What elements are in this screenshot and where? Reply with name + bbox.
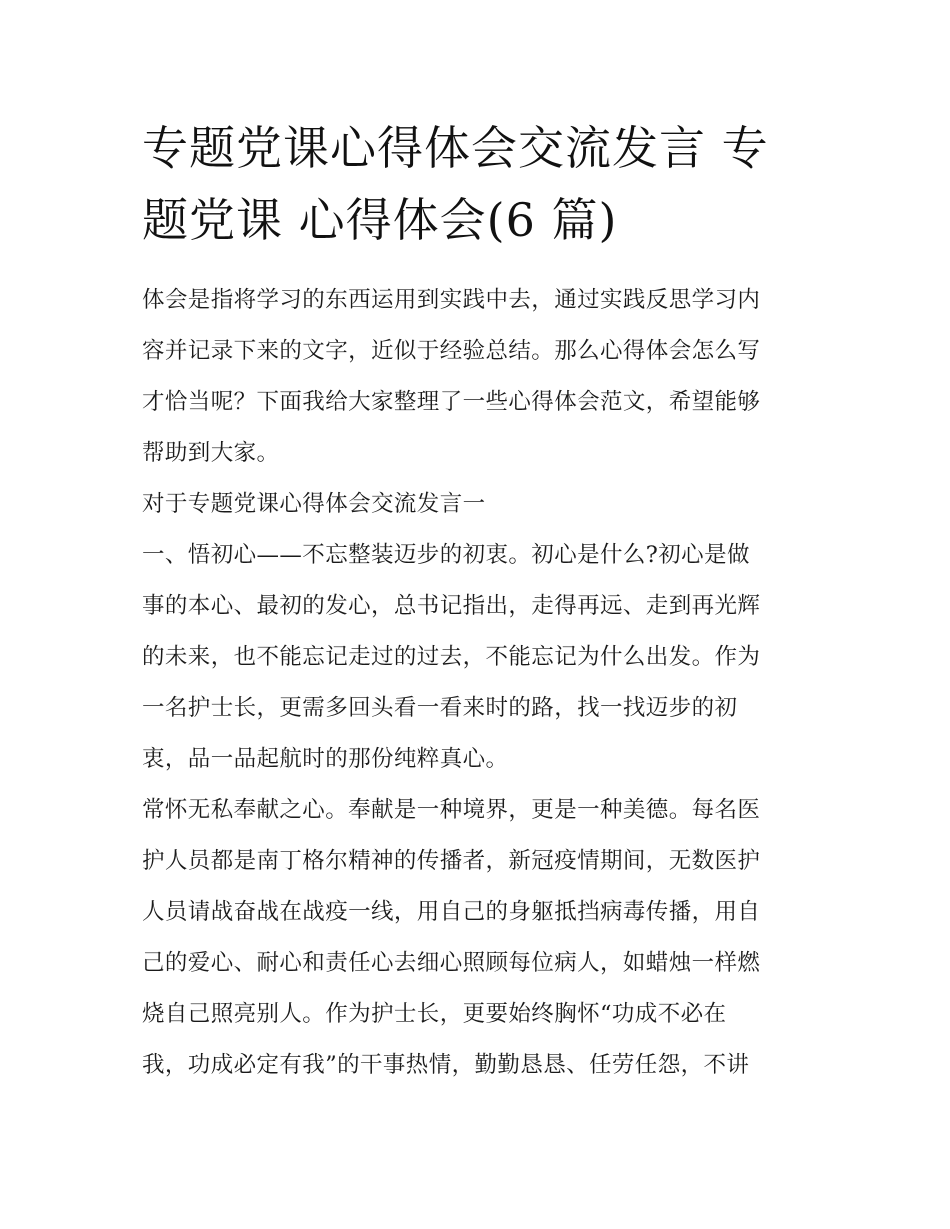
body-line-6: 一、悟初心——不忘整装迈步的初衷。初心是什么?初心是做	[142, 542, 750, 568]
document-title	[142, 112, 822, 256]
body-line-12: 护人员都是南丁格尔精神的传播者，新冠疫情期间，无数医护	[142, 848, 761, 874]
title-line-2: 题党课 心得体会(6 篇)	[142, 193, 618, 247]
body-line-1: 体会是指将学习的东西运用到实践中去，通过实践反思学习内	[142, 287, 761, 313]
body-line-9: 一名护士长，更需多回头看一看来时的路，找一找迈步的初	[142, 695, 738, 721]
body-line-11: 常怀无私奉献之心。奉献是一种境界，更是一种美德。每名医	[142, 797, 761, 823]
body-line-14: 己的爱心、耐心和责任心去细心照顾每位病人，如蜡烛一样燃	[142, 950, 761, 976]
body-line-3: 才恰当呢？下面我给大家整理了一些心得体会范文，希望能够	[142, 389, 761, 415]
body-line-2: 容并记录下来的文字，近似于经验总结。那么心得体会怎么写	[142, 338, 761, 364]
document-body	[142, 275, 832, 1091]
body-line-10: 衷，品一品起航时的那份纯粹真心。	[142, 746, 509, 772]
body-line-15: 烧自己照亮别人。作为护士长，更要始终胸怀“功成不必在	[142, 1001, 727, 1027]
body-line-8: 的未来，也不能忘记走过的过去，不能忘记为什么出发。作为	[142, 644, 761, 670]
section-heading: 对于专题党课心得体会交流发言一	[142, 491, 486, 517]
body-line-13: 人员请战奋战在战疫一线，用自己的身躯抵挡病毒传播，用自	[142, 899, 761, 925]
title-line-1: 专题党课心得体会交流发言 专	[142, 121, 769, 175]
body-line-4: 帮助到大家。	[142, 440, 280, 466]
body-line-7: 事的本心、最初的发心，总书记指出，走得再远、走到再光辉	[142, 593, 761, 619]
body-line-16: 我，功成必定有我”的干事热情，勤勤恳恳、任劳任怨，不讲	[142, 1052, 750, 1078]
